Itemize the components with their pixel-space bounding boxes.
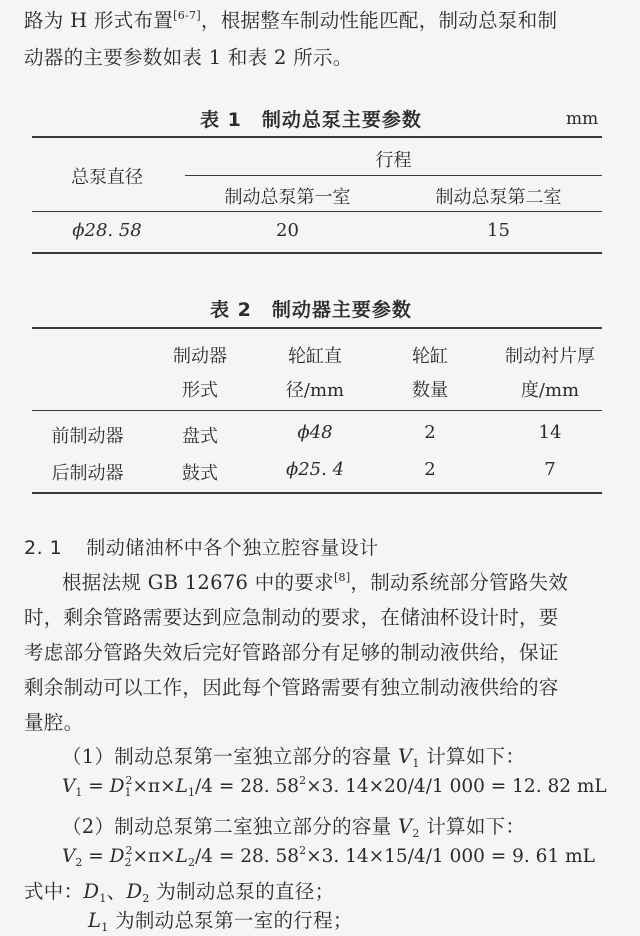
table1-unit: mm <box>566 109 599 129</box>
table2-row-2-name: 后制动器 <box>51 463 124 484</box>
table2-header-form-l2: 形式 <box>182 380 218 401</box>
intro-line-1: 路为 H 形式布置[6-7]，根据整车制动性能匹配，制动总泵和制 <box>24 9 558 32</box>
table2-bottom-rule <box>32 492 602 494</box>
intro-line-2: 动器的主要参数如表 1 和表 2 所示。 <box>24 46 353 69</box>
table2-header-thick-l1: 制动衬片厚 <box>505 346 595 367</box>
table2-top-rule <box>32 327 602 329</box>
table1-group-rule <box>185 175 602 176</box>
table2-title: 表 2 制动器主要参数 <box>210 299 412 321</box>
table2-row-1-form: 盘式 <box>182 426 218 447</box>
body-line-5: 量腔。 <box>24 711 84 734</box>
table2-header-form-l1: 制动器 <box>173 346 227 367</box>
table1-col-diameter: 总泵直径 <box>71 167 143 188</box>
table2-header-count-l1: 轮缸 <box>412 346 448 367</box>
section-heading <box>24 533 379 560</box>
table1-title: 表 1 制动总泵主要参数 <box>200 109 422 131</box>
table1-sub-col-2: 制动总泵第二室 <box>435 187 562 208</box>
section-number: 2. 1 <box>24 537 63 559</box>
calc2-equation: $V_2 = D_2^2\times\pi\times L_2/4 = 28$. $58^2\times 3$. 14×15/4/1 000 = 9. 61 mL <box>62 844 595 869</box>
table1-bottom-rule <box>32 252 602 254</box>
body-line-4: 剩余制动可以工作，因此每个管路需要有独立制动液供给的容 <box>24 676 559 699</box>
table2-row-2-count: 2 <box>424 459 436 480</box>
table2-row-1-thick: 14 <box>538 422 562 443</box>
table1-cell-diameter: ϕ28. 58 <box>72 220 142 241</box>
table1-cell-stroke-1: 20 <box>276 220 299 241</box>
table2-row-2-thick: 7 <box>544 459 556 480</box>
table2-row-2-dia: ϕ25. 4 <box>285 459 345 480</box>
table1-cell-stroke-2: 15 <box>487 220 510 241</box>
section-title: 制动储油杯中各个独立腔容量设计 <box>86 537 379 559</box>
l1-definition: $L_1$ 为制动总泵第一室的行程； <box>88 909 353 934</box>
table1-top-rule <box>32 136 602 138</box>
table2-header-thick-l2: 度/mm <box>520 380 580 401</box>
citation: [8] <box>333 571 351 584</box>
table2-row-1-name: 前制动器 <box>51 426 124 447</box>
table1-header-rule <box>32 211 602 212</box>
calc1-equation: $V_1 = D_1^2\times\pi\times L_1/4 = 28$. $58^2\times 3$. 14×20/4/1 000 = 12. 82 mL <box>62 774 607 799</box>
body-line-2: 时，剩余管路需要达到应急制动的要求，在储油杯设计时，要 <box>24 606 559 629</box>
table1-sub-col-1: 制动总泵第一室 <box>224 187 351 208</box>
citation: [6-7] <box>173 9 201 22</box>
table2-row-1-count: 2 <box>424 422 436 443</box>
calc1-label: （1）制动总泵第一室独立部分的容量 $V_1$ 计算如下： <box>62 745 526 770</box>
table2-header-dia-l1: 轮缸直 <box>288 346 342 367</box>
table2-row-1-dia: ϕ48 <box>297 422 333 443</box>
calc2-label: （2）制动总泵第二室独立部分的容量 $V_2$ 计算如下： <box>62 815 526 840</box>
body-line-1: 根据法规 GB 12676 中的要求[8]，制动系统部分管路失效 <box>62 571 569 594</box>
table1-col-stroke: 行程 <box>375 150 412 171</box>
where-line: 式中：$D_1$、$D_2$ 为制动总泵的直径； <box>24 880 335 905</box>
table2-header-dia-l2: 径/mm <box>285 380 345 401</box>
table2-header-count-l2: 数量 <box>412 380 448 401</box>
table2-row-2-form: 鼓式 <box>182 463 218 484</box>
table2-header-rule <box>32 410 602 411</box>
body-line-3: 考虑部分管路失效后完好管路部分有足够的制动液供给，保证 <box>24 641 559 664</box>
